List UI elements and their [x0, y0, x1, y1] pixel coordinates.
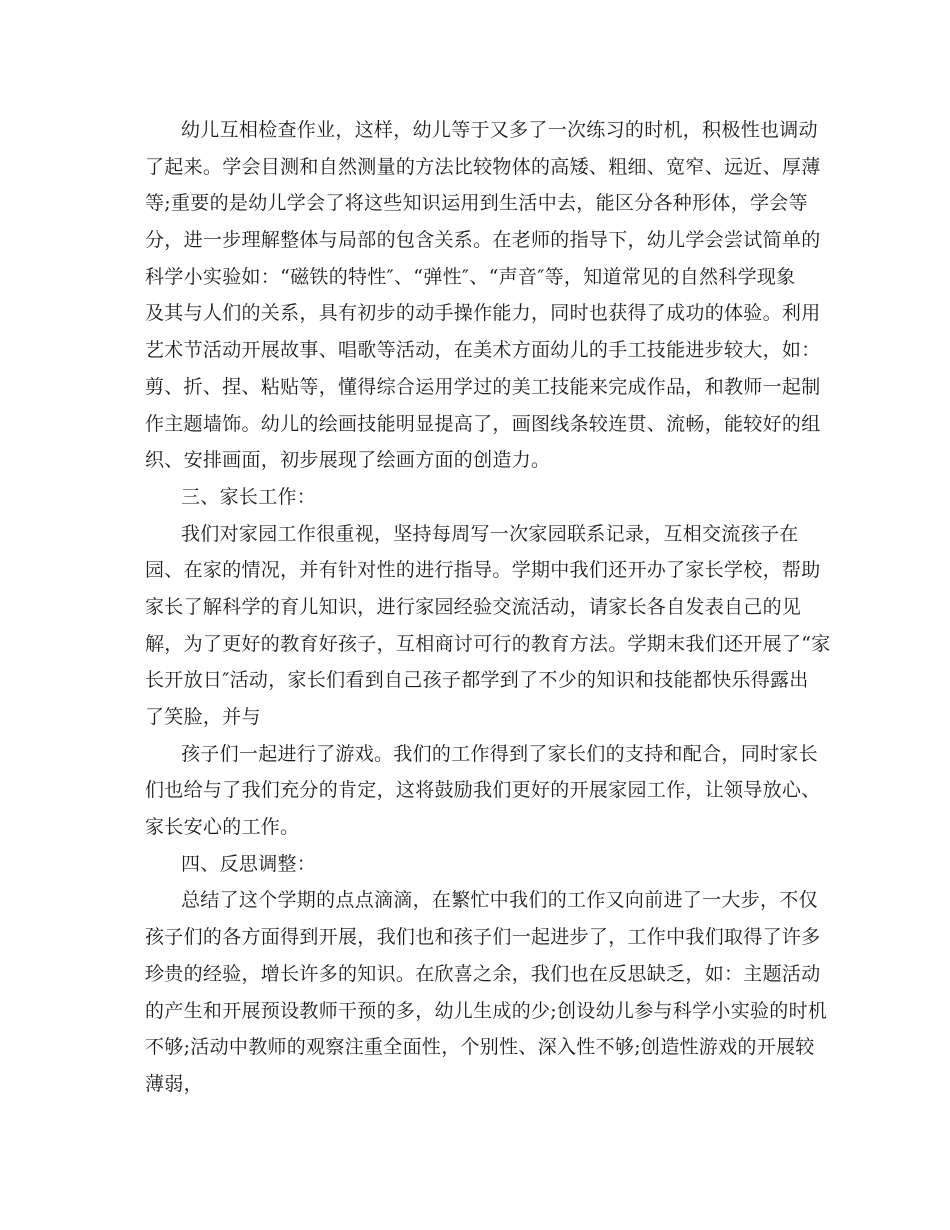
text-line: 孩子们的各方面得到开展，我们也和孩子们一起进步了，工作中我们取得了许多: [145, 926, 821, 949]
text-line: 们也给与了我们充分的肯定，这将鼓励我们更好的开展家园工作，让领导放心、: [145, 779, 821, 802]
text-line: 家长安心的工作。: [145, 816, 300, 839]
document-page: [145, 112, 831, 1103]
text-line: 了起来。学会目测和自然测量的方法比较物体的高矮、粗细、宽窄、远近、厚薄: [145, 155, 821, 178]
text-line: 园、在家的情况，并有针对性的进行指导。学期中我们还开办了家长学校，帮助: [145, 559, 821, 582]
text-line: 幼儿互相检查作业，这样，幼儿等于又多了一次练习的时机，积极性也调动: [181, 119, 818, 141]
text-line: 艺术节活动开展故事、唱歌等活动，在美术方面幼儿的手工技能进步较大，如：: [145, 339, 821, 362]
text-line: 薄弱，: [145, 1072, 203, 1095]
section-heading-reflection: 四、反思调整：: [181, 852, 317, 875]
text-line: 科学小实验如：“磁铁的特性″、“弹性″、“声音″等，知道常见的自然科学现象: [145, 265, 796, 288]
text-line: 的产生和开展预设教师干预的多，幼儿生成的少;创设幼儿参与科学小实验的时机: [145, 999, 828, 1022]
text-line: 孩子们一起进行了游戏。我们的工作得到了家长们的支持和配合，同时家长: [181, 742, 818, 765]
text-line: 不够;活动中教师的观察注重全面性，个别性、深入性不够;创造性游戏的开展较: [145, 1036, 815, 1059]
text-line: 了笑脸，并与: [145, 706, 261, 728]
text-line: 解，为了更好的教育好孩子，互相商讨可行的教育方法。学期末我们还开展了“家: [145, 632, 831, 655]
paragraph-activities: [145, 112, 821, 479]
text-line: 及其与人们的关系，具有初步的动手操作能力，同时也获得了成功的体验。利用: [145, 302, 821, 325]
text-line: 作主题墙饰。幼儿的绘画技能明显提高了，画图线条较连贯、流畅，能较好的组: [145, 412, 821, 435]
paragraph-parent-work: [145, 516, 831, 736]
text-line: 家长了解科学的育儿知识，进行家园经验交流活动，请家长各自发表自己的见: [145, 595, 802, 618]
text-line: 总结了这个学期的点点滴滴，在繁忙中我们的工作又向前进了一大步，不仅: [181, 889, 818, 912]
text-line: 珍贵的经验，增长许多的知识。在欣喜之余，我们也在反思缺乏，如：主题活动: [145, 962, 821, 985]
text-line: 我们对家园工作很重视，坚持每周写一次家园联系记录，互相交流孩子在: [181, 522, 799, 545]
text-line: 分，进一步理解整体与局部的包含关系。在老师的指导下，幼儿学会尝试简单的: [145, 229, 821, 252]
paragraph-reflection: [145, 882, 828, 1102]
text-line: 剪、折、捏、粘贴等，懂得综合运用学过的美工技能来完成作品，和教师一起制: [145, 375, 821, 398]
section-heading-parent-work: 三、家长工作：: [181, 485, 317, 508]
text-line: 等;重要的是幼儿学会了将这些知识运用到生活中去，能区分各种形体，学会等: [145, 192, 808, 215]
text-line: 长开放日″活动，家长们看到自己孩子都学到了不少的知识和技能都快乐得露出: [145, 669, 809, 692]
paragraph-parent-support: [145, 736, 821, 846]
text-line: 织、安排画面，初步展现了绘画方面的创造力。: [145, 449, 551, 472]
